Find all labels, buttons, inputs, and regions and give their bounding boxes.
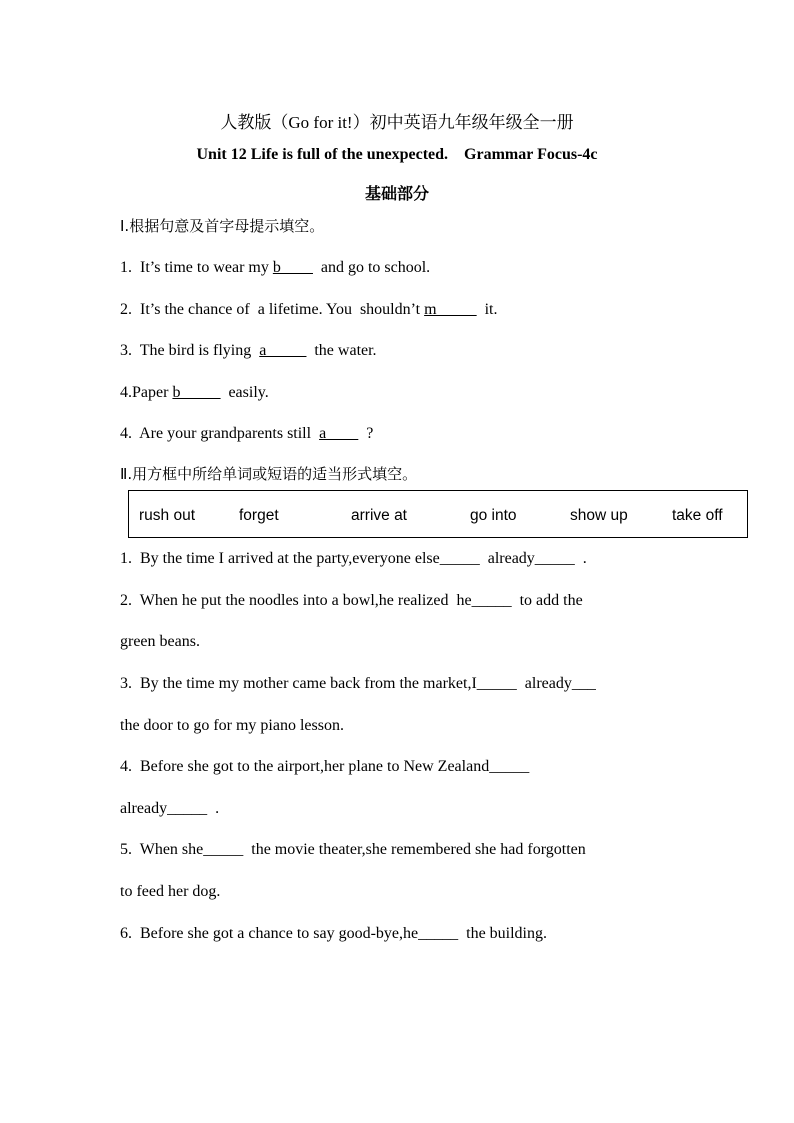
item-text: 4. Are your grandparents still: [120, 425, 320, 442]
part2-line: 5. When she_____ the movie theater,she remembered she had forgotten: [120, 841, 586, 858]
item-blank: b_____: [172, 384, 221, 401]
word-bank-item: forget: [239, 507, 279, 524]
word-bank-item: arrive at: [351, 507, 407, 524]
word-bank-item: take off: [672, 507, 723, 524]
page-title: 人教版（Go for it!）初中英语九年级年级全一册: [220, 113, 574, 132]
part2-line: already_____ .: [120, 800, 220, 817]
item-text: 1. It’s time to wear my: [120, 259, 273, 276]
unit-subtitle: Unit 12 Life is full of the unexpected. Grammar Focus-4c: [196, 146, 598, 163]
item-text: 3. The bird is flying: [120, 342, 260, 359]
part2-heading: Ⅱ.用方框中所给单词或短语的适当形式填空。: [120, 465, 418, 483]
part2-line: 4. Before she got to the airport,her plane to New Zealand_____: [120, 758, 530, 775]
item-text: 4.Paper: [120, 384, 173, 401]
part2-line: to feed her dog.: [120, 883, 221, 900]
part1-item-3: [120, 341, 377, 361]
part2-line: 6. Before she got a chance to say good-bye,he_____ the building.: [120, 925, 547, 942]
item-text: and go to school.: [312, 259, 431, 276]
part2-line: the door to go for my piano lesson.: [120, 717, 344, 734]
part1-item-1: [120, 258, 430, 278]
item-blank: a____: [319, 425, 359, 442]
word-bank-item: rush out: [139, 507, 196, 524]
item-text: it.: [476, 301, 498, 318]
part2-line: 2. When he put the noodles into a bowl,he realized he_____ to add the: [120, 592, 583, 609]
item-text: 2. It’s the chance of a lifetime. You shouldn’t: [120, 301, 425, 318]
part1-item-2: [120, 300, 497, 320]
part2-line: 3. By the time my mother came back from the market,I_____ already___: [120, 675, 596, 692]
item-blank: m_____: [424, 301, 477, 318]
word-bank-item: show up: [570, 507, 628, 524]
item-blank: a_____: [259, 342, 307, 359]
item-text: ?: [358, 425, 374, 442]
word-bank-box: [128, 490, 748, 538]
part2-line: green beans.: [120, 633, 200, 650]
section-title: 基础部分: [364, 186, 429, 203]
item-blank: b____: [272, 259, 313, 276]
part1-item-5: [120, 424, 373, 444]
item-text: easily.: [220, 384, 269, 401]
word-bank-item: go into: [470, 507, 517, 524]
part2-line: 1. By the time I arrived at the party,everyone else_____ already_____ .: [120, 550, 587, 567]
item-text: the water.: [306, 342, 377, 359]
part1-heading: Ⅰ.根据句意及首字母提示填空。: [120, 217, 325, 235]
part1-item-4: [120, 383, 269, 403]
